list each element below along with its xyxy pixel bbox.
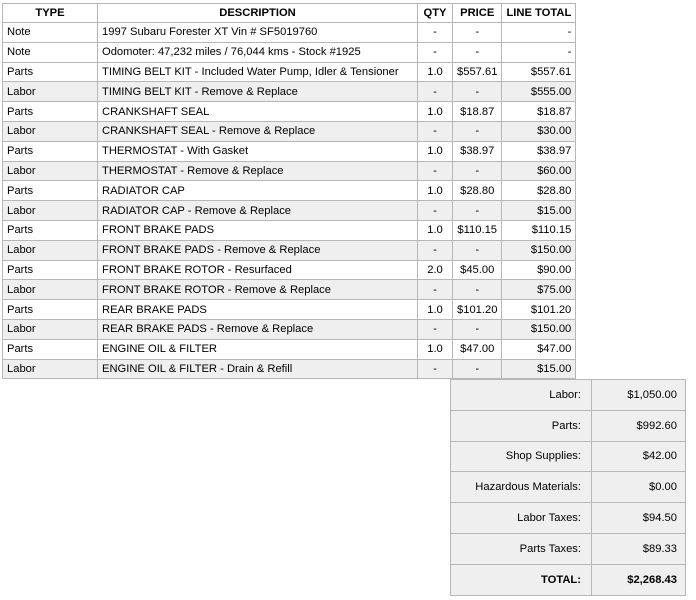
header-price: PRICE <box>453 4 502 23</box>
cell-qty: 1.0 <box>418 300 453 320</box>
line-item-row <box>3 181 576 201</box>
header-line-total: LINE TOTAL <box>502 4 576 23</box>
cell-line-total: $90.00 <box>502 260 576 280</box>
cell-line-total: $557.61 <box>502 62 576 82</box>
cell-price: - <box>453 201 502 221</box>
line-item-row <box>3 141 576 161</box>
cell-description: REAR BRAKE PADS - Remove & Replace <box>98 319 418 339</box>
totals-table <box>450 379 686 596</box>
totals-label: TOTAL: <box>451 564 592 595</box>
cell-line-total: $30.00 <box>502 121 576 141</box>
cell-description: ENGINE OIL & FILTER - Drain & Refill <box>98 359 418 379</box>
line-item-row <box>3 300 576 320</box>
cell-price: - <box>453 240 502 260</box>
line-item-row <box>3 82 576 102</box>
totals-value: $42.00 <box>592 441 686 472</box>
cell-type: Parts <box>3 181 98 201</box>
cell-line-total: $15.00 <box>502 359 576 379</box>
line-item-row <box>3 161 576 181</box>
cell-description: REAR BRAKE PADS <box>98 300 418 320</box>
cell-type: Labor <box>3 201 98 221</box>
cell-description: CRANKSHAFT SEAL <box>98 102 418 122</box>
totals-row <box>451 410 686 441</box>
cell-description: FRONT BRAKE ROTOR - Resurfaced <box>98 260 418 280</box>
cell-type: Note <box>3 23 98 43</box>
line-item-row <box>3 121 576 141</box>
line-item-row <box>3 280 576 300</box>
cell-line-total: - <box>502 42 576 62</box>
totals-row <box>451 564 686 595</box>
cell-line-total: $101.20 <box>502 300 576 320</box>
line-item-row <box>3 201 576 221</box>
cell-description: ENGINE OIL & FILTER <box>98 339 418 359</box>
cell-price: $18.87 <box>453 102 502 122</box>
cell-type: Parts <box>3 220 98 240</box>
header-row <box>3 4 576 23</box>
cell-price: $47.00 <box>453 339 502 359</box>
cell-line-total: $15.00 <box>502 201 576 221</box>
cell-type: Labor <box>3 121 98 141</box>
cell-description: TIMING BELT KIT - Remove & Replace <box>98 82 418 102</box>
cell-line-total: $110.15 <box>502 220 576 240</box>
line-item-row <box>3 62 576 82</box>
cell-type: Parts <box>3 339 98 359</box>
cell-qty: 1.0 <box>418 102 453 122</box>
totals-value: $1,050.00 <box>592 380 686 411</box>
cell-line-total: $38.97 <box>502 141 576 161</box>
totals-value: $2,268.43 <box>592 564 686 595</box>
cell-description: THERMOSTAT - With Gasket <box>98 141 418 161</box>
totals-label: Shop Supplies: <box>451 441 592 472</box>
cell-qty: - <box>418 121 453 141</box>
cell-type: Parts <box>3 260 98 280</box>
cell-price: $557.61 <box>453 62 502 82</box>
header-type: TYPE <box>3 4 98 23</box>
cell-qty: - <box>418 240 453 260</box>
cell-description: RADIATOR CAP - Remove & Replace <box>98 201 418 221</box>
cell-type: Labor <box>3 82 98 102</box>
cell-price: - <box>453 23 502 43</box>
totals-value: $89.33 <box>592 533 686 564</box>
cell-line-total: $28.80 <box>502 181 576 201</box>
cell-type: Parts <box>3 300 98 320</box>
cell-qty: - <box>418 280 453 300</box>
cell-line-total: $60.00 <box>502 161 576 181</box>
cell-price: - <box>453 161 502 181</box>
cell-price: - <box>453 280 502 300</box>
totals-value: $992.60 <box>592 410 686 441</box>
cell-line-total: $150.00 <box>502 319 576 339</box>
cell-line-total: $47.00 <box>502 339 576 359</box>
header-description: DESCRIPTION <box>98 4 418 23</box>
cell-line-total: $555.00 <box>502 82 576 102</box>
cell-type: Note <box>3 42 98 62</box>
totals-row <box>451 441 686 472</box>
line-item-row <box>3 23 576 43</box>
totals-value: $0.00 <box>592 472 686 503</box>
line-item-row <box>3 319 576 339</box>
cell-description: 1997 Subaru Forester XT Vin # SF5019760 <box>98 23 418 43</box>
cell-description: THERMOSTAT - Remove & Replace <box>98 161 418 181</box>
cell-type: Parts <box>3 141 98 161</box>
cell-price: - <box>453 319 502 339</box>
cell-type: Labor <box>3 280 98 300</box>
line-item-row <box>3 339 576 359</box>
cell-qty: - <box>418 42 453 62</box>
totals-row <box>451 503 686 534</box>
cell-qty: - <box>418 201 453 221</box>
header-qty: QTY <box>418 4 453 23</box>
cell-description: FRONT BRAKE ROTOR - Remove & Replace <box>98 280 418 300</box>
totals-label: Labor Taxes: <box>451 503 592 534</box>
cell-qty: - <box>418 319 453 339</box>
cell-qty: 1.0 <box>418 141 453 161</box>
cell-line-total: $150.00 <box>502 240 576 260</box>
totals-row <box>451 533 686 564</box>
cell-qty: 2.0 <box>418 260 453 280</box>
cell-price: $38.97 <box>453 141 502 161</box>
cell-qty: - <box>418 23 453 43</box>
cell-type: Labor <box>3 240 98 260</box>
cell-qty: - <box>418 359 453 379</box>
cell-description: CRANKSHAFT SEAL - Remove & Replace <box>98 121 418 141</box>
cell-price: $45.00 <box>453 260 502 280</box>
cell-type: Labor <box>3 161 98 181</box>
cell-description: RADIATOR CAP <box>98 181 418 201</box>
cell-description: FRONT BRAKE PADS <box>98 220 418 240</box>
cell-line-total: - <box>502 23 576 43</box>
cell-type: Labor <box>3 359 98 379</box>
totals-label: Parts: <box>451 410 592 441</box>
totals-row <box>451 472 686 503</box>
cell-qty: - <box>418 161 453 181</box>
line-item-row <box>3 359 576 379</box>
cell-price: - <box>453 42 502 62</box>
line-item-row <box>3 42 576 62</box>
cell-line-total: $18.87 <box>502 102 576 122</box>
cell-qty: - <box>418 82 453 102</box>
totals-label: Hazardous Materials: <box>451 472 592 503</box>
cell-type: Parts <box>3 62 98 82</box>
line-item-row <box>3 220 576 240</box>
line-item-row <box>3 260 576 280</box>
line-items-table <box>2 3 576 379</box>
cell-description: Odomoter: 47,232 miles / 76,044 kms - Stock #1925 <box>98 42 418 62</box>
totals-value: $94.50 <box>592 503 686 534</box>
line-item-row <box>3 102 576 122</box>
cell-price: - <box>453 82 502 102</box>
totals-label: Parts Taxes: <box>451 533 592 564</box>
cell-type: Labor <box>3 319 98 339</box>
cell-line-total: $75.00 <box>502 280 576 300</box>
cell-price: - <box>453 121 502 141</box>
cell-price: $110.15 <box>453 220 502 240</box>
cell-price: $28.80 <box>453 181 502 201</box>
line-item-row <box>3 240 576 260</box>
cell-price: - <box>453 359 502 379</box>
cell-qty: 1.0 <box>418 181 453 201</box>
totals-label: Labor: <box>451 380 592 411</box>
cell-type: Parts <box>3 102 98 122</box>
totals-row <box>451 380 686 411</box>
cell-qty: 1.0 <box>418 62 453 82</box>
cell-description: FRONT BRAKE PADS - Remove & Replace <box>98 240 418 260</box>
cell-qty: 1.0 <box>418 220 453 240</box>
cell-price: $101.20 <box>453 300 502 320</box>
cell-qty: 1.0 <box>418 339 453 359</box>
cell-description: TIMING BELT KIT - Included Water Pump, Idler & Tensioner <box>98 62 418 82</box>
